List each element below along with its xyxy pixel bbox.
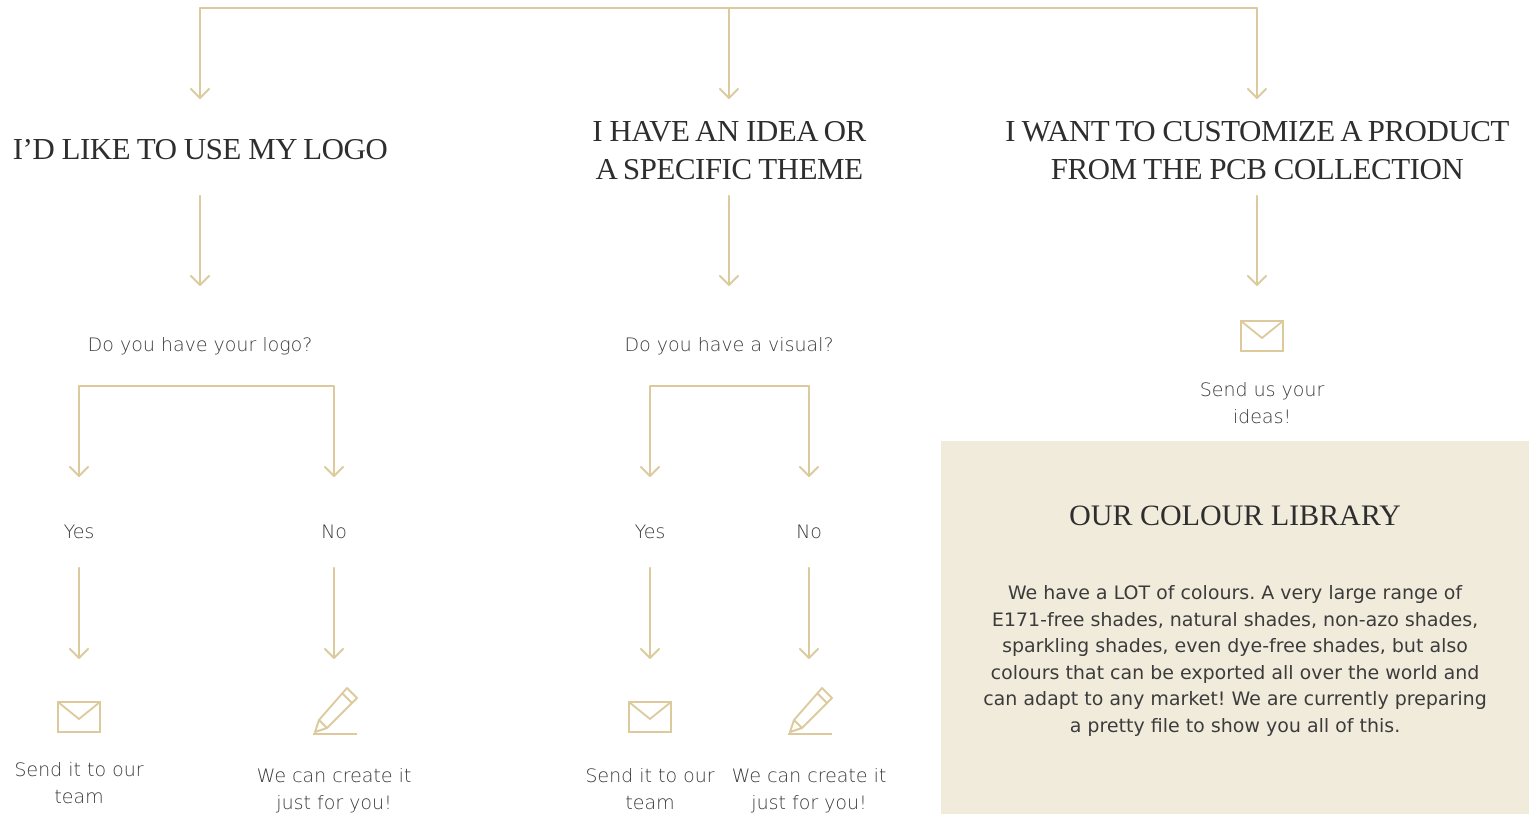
envelope-icon	[1240, 320, 1284, 352]
question-logo: Do you have your logo?	[87, 334, 313, 356]
answer-no: No	[796, 521, 822, 543]
result-create: We can create it just for you!	[256, 765, 412, 814]
result-send-ideas: Send us your ideas!	[1199, 379, 1325, 428]
pencil-icon	[311, 686, 359, 736]
option-customize-heading: I WANT TO CUSTOMIZE A PRODUCT FROM THE PCB COLLECTION	[1005, 113, 1509, 186]
result-send-team: Send it to our team	[14, 759, 144, 808]
envelope-icon	[628, 701, 672, 733]
answer-no: No	[321, 521, 347, 543]
answer-yes: Yes	[63, 521, 95, 543]
colour-library-text: We have a LOT of colours. A very large range of E171-free shades, natural shades, non-azo shades, sparkling shades, even dye-free shades, but also colours that can be exported all over the world and can adapt to any market! We are currently preparing a pretty file to show you all of this.	[983, 582, 1487, 737]
option-logo-heading: I’D LIKE TO USE MY LOGO	[12, 131, 388, 166]
answer-yes: Yes	[634, 521, 666, 543]
pencil-icon	[786, 686, 834, 736]
option-idea-heading: I HAVE AN IDEA OR A SPECIFIC THEME	[592, 113, 866, 186]
question-visual: Do you have a visual?	[624, 334, 834, 356]
result-create: We can create it just for you!	[731, 765, 887, 814]
envelope-icon	[57, 701, 101, 733]
colour-library-title: OUR COLOUR LIBRARY	[1069, 499, 1401, 532]
result-send-team: Send it to our team	[585, 765, 715, 814]
